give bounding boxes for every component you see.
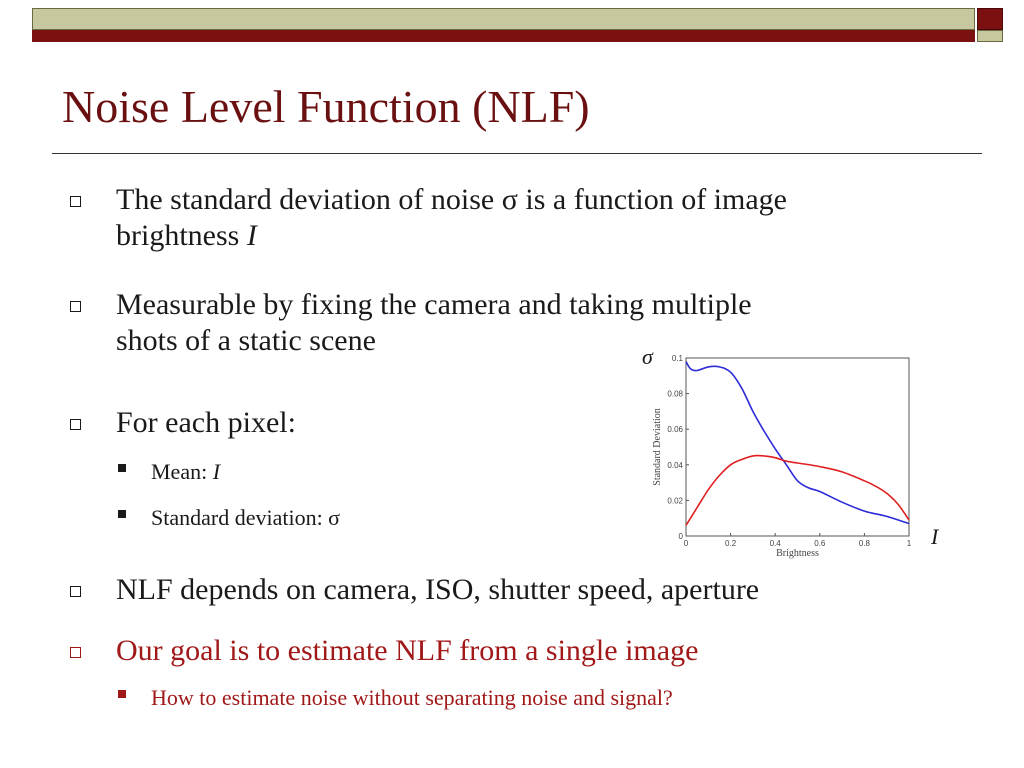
y-tick-label: 0.08 xyxy=(667,389,683,399)
header-band-light xyxy=(32,8,975,30)
x-tick-label: 1 xyxy=(906,539,912,548)
slide-title: Noise Level Function (NLF) xyxy=(62,81,590,132)
x-tick-label: 0.8 xyxy=(858,539,870,548)
x-tick-label: 0.2 xyxy=(725,539,737,548)
title-divider xyxy=(52,153,982,154)
y-tick-label: 0 xyxy=(678,532,683,541)
header-corner-dark xyxy=(977,8,1003,30)
x-tick-label: 0 xyxy=(683,539,689,548)
sigma-axis-symbol: σ xyxy=(642,344,653,369)
bullet-line: The standard deviation of noise σ is a function of image xyxy=(116,183,787,216)
hollow-square-bullet-icon xyxy=(70,647,81,658)
y-tick-label: 0.02 xyxy=(667,496,683,506)
hollow-square-bullet-icon xyxy=(70,196,81,207)
bullet-sigma-function xyxy=(116,182,787,254)
sub-bullet-std: Standard deviation: σ xyxy=(151,505,341,530)
header-band-dark xyxy=(32,30,975,42)
bullet-nlf-depends: NLF depends on camera, ISO, shutter speed, aperture xyxy=(116,573,760,606)
sub-bullet-how: How to estimate noise without separating noise and signal? xyxy=(151,685,673,710)
hollow-square-bullet-icon xyxy=(70,301,81,312)
y-axis-label: Standard Deviation xyxy=(652,408,663,486)
y-tick-label: 0.1 xyxy=(671,354,683,363)
bullet-our-goal: Our goal is to estimate NLF from a single image xyxy=(116,634,699,667)
y-tick-label: 0.06 xyxy=(667,425,683,435)
bullet-each-pixel: For each pixel: xyxy=(116,406,296,439)
filled-square-bullet-icon xyxy=(118,464,126,472)
bullet-line: Measurable by fixing the camera and taking multiple xyxy=(116,288,752,321)
header-corner-light xyxy=(977,30,1003,42)
x-axis-label: Brightness xyxy=(776,548,819,559)
italic-symbol: I xyxy=(246,219,257,252)
nlf-chart xyxy=(650,352,920,560)
hollow-square-bullet-icon xyxy=(70,419,81,430)
x-tick-label: 0.6 xyxy=(814,539,826,548)
brightness-axis-symbol: I xyxy=(931,524,939,549)
y-tick-label: 0.04 xyxy=(667,460,683,470)
sub-bullet-mean: Mean: I xyxy=(151,459,221,484)
bullet-line: shots of a static scene xyxy=(116,324,376,357)
hollow-square-bullet-icon xyxy=(70,586,81,597)
bullet-line: brightness I xyxy=(116,219,257,252)
plot-frame xyxy=(686,358,909,536)
x-tick-label: 0.4 xyxy=(769,539,781,548)
filled-square-bullet-icon xyxy=(118,690,126,698)
filled-square-bullet-icon xyxy=(118,510,126,518)
bullet-measurable xyxy=(116,287,752,359)
